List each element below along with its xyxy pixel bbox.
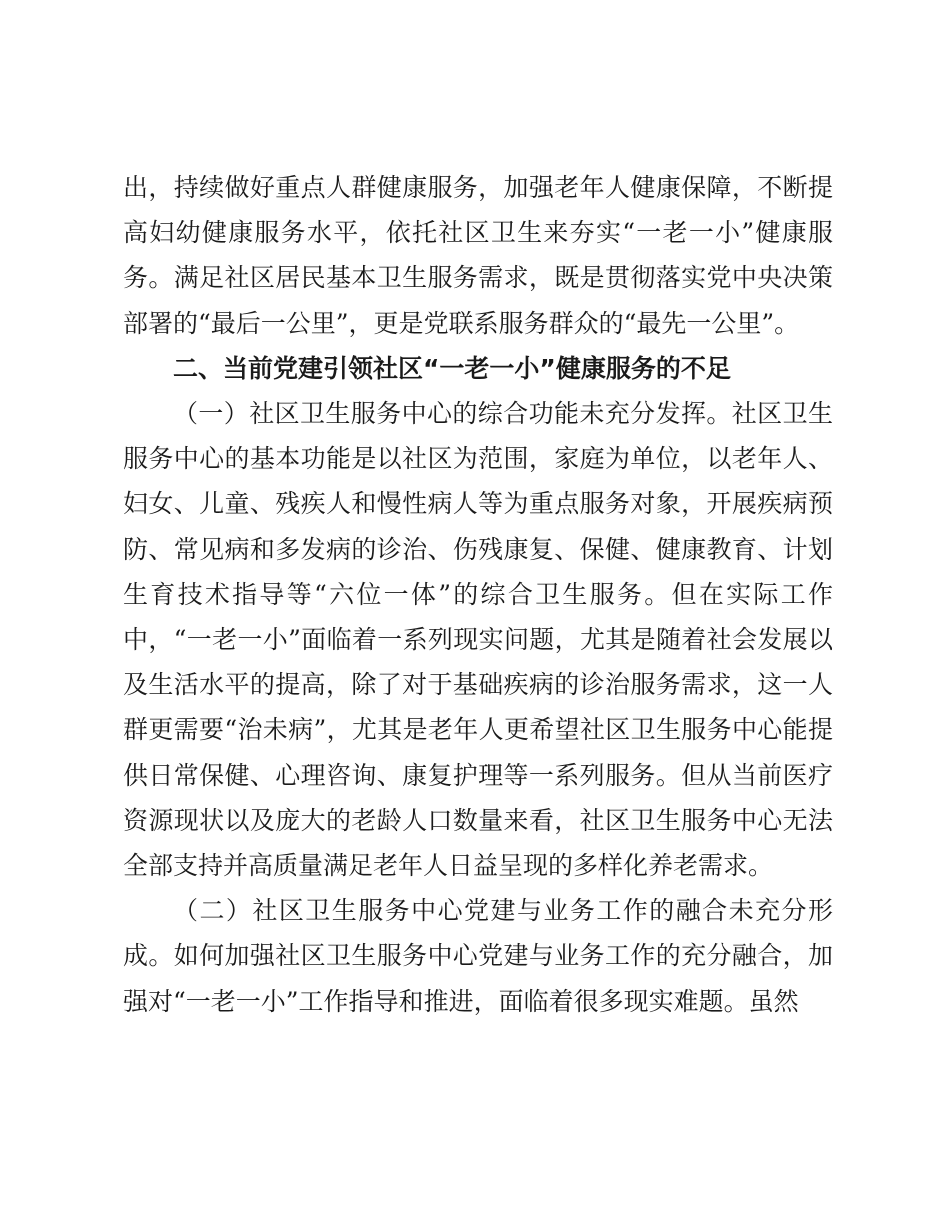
intro-paragraph: 出，持续做好重点人群健康服务，加强老年人健康保障，不断提高妇幼健康服务水平，依托社区卫生来夯实“一老一小”健康服务。满足社区居民基本卫生服务需求，既是贯彻落实党中央决策部署的“最后一公里”，更是党联系服务群众的“最先一公里”。: [123, 173, 833, 338]
subsection-1-body: 社区卫生服务中心的基本功能是以社区为范围，家庭为单位，以老年人、妇女、儿童、残疾人和慢性病人等为重点服务对象，开展疾病预防、常见病和多发病的诊治、伤残康复、保健、健康教育、计划生育技术指导等“六位一体”的综合卫生服务。但在实际工作中，“一老一小”面临着一系列现实问题，尤其是随着社会发展以及生活水平的提高，除了对于基础疾病的诊治服务需求，这一人群更需要“治未病”，尤其是老年人更希望社区卫生服务中心能提供日常保健、心理咨询、康复护理等一系列服务。但从当前医疗资源现状以及庞大的老龄人口数量来看，社区卫生服务中心无法全部支持并高质量满足老年人日益呈现的多样化养老需求。: [123, 399, 833, 881]
subsection-1-title: （一）社区卫生服务中心的综合功能未充分发挥。: [173, 399, 732, 429]
subsection-2-body: 如何加强社区卫生服务中心党建与业务工作的充分融合，加强对“一老一小”工作指导和推进，面临着很多现实难题。虽然: [123, 941, 833, 1016]
section-heading: 二、当前党建引领社区“一老一小”健康服务的不足: [173, 353, 731, 383]
subsection-2-title: （二）社区卫生服务中心党建与业务工作的融合未充分形成。: [123, 896, 833, 971]
subsection-2-paragraph: [123, 888, 833, 1024]
document-body: [123, 165, 833, 1024]
subsection-1-paragraph: [123, 391, 833, 888]
